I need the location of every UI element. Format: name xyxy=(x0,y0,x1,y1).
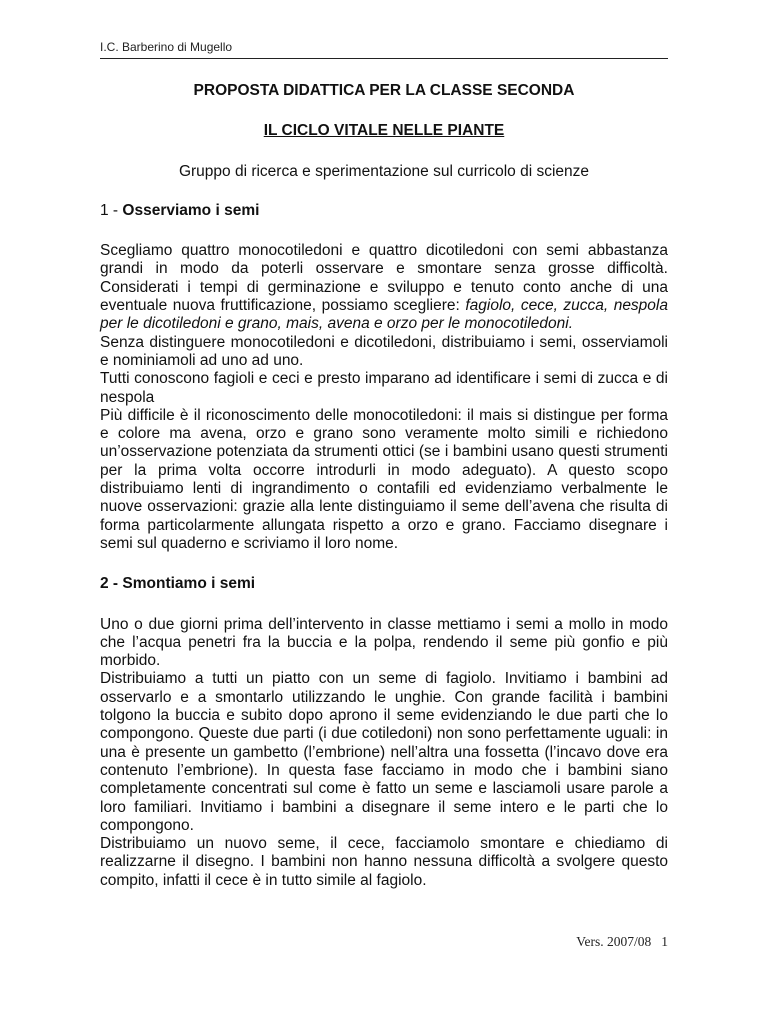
running-header: I.C. Barberino di Mugello xyxy=(100,40,233,54)
section-1-heading xyxy=(100,202,668,220)
header-rule xyxy=(100,58,668,59)
research-group-line: Gruppo di ricerca e sperimentazione sul curricolo di scienze xyxy=(178,162,590,180)
section-1-paragraph-1-text: Scegliamo quattro monocotiledoni e quattro dicotiledoni con semi abbastanza grandi in modo da poterli osservare e smontare senza grosse difficoltà. Considerati i tempi di germinazione e sviluppo e tenuto conto anche di una eventuale nuova fruttificazione, possiamo scegliere: xyxy=(100,242,668,315)
version-label: Vers. 2007/08 xyxy=(576,934,652,949)
section-1-body xyxy=(100,242,668,553)
document-body xyxy=(100,82,668,912)
page-number: 1 xyxy=(661,934,668,949)
section-1-paragraph-1 xyxy=(100,242,668,333)
page-footer xyxy=(576,934,668,950)
section-1-number: 1 - xyxy=(100,201,123,219)
section-1-paragraph-4: Più difficile è il riconoscimento delle monocotiledoni: il mais si distingue per forma e colore ma avena, orzo e grano sono veramente molto simili e richiedono un’osservazione potenziata da strumenti ottici (se i bambini usano questi strumenti per la prima volta occorre introdurli in modo adeguato). A questo scopo distribuiamo lenti di ingrandimento o contafili ed evidenziamo verbalmente le nuove osservazioni: grazie alla lente distinguiamo il seme dell’avena che risulta di forma particolarmente allungata rispetto a orzo e grano. Facciamo disegnare i semi sul quaderno e scriviamo il loro nome. xyxy=(100,406,668,552)
section-2-paragraph-2: Distribuiamo a tutti un piatto con un seme di fagiolo. Invitiamo i bambini ad osservarlo e a smontarlo utilizzando le unghie. Con grande facilità i bambini tolgono la buccia e subito dopo aprono il seme evidenziando le due parti che lo compongono. Queste due parti (i due cotiledoni) non sono perfettamente uguali: in una è presente un gambetto (l’embrione) nell’altra una fossetta (l’incavo dove era contenuto l’embrione). In questa fase facciamo in modo che i bambini siano completamente concentrati sul come è fatto un seme e lasciamoli usare parole a loro familiari. Invitiamo i bambini a disegnare il seme intero e le parti che lo compongono. xyxy=(100,670,668,834)
section-1-paragraph-3: Tutti conoscono fagioli e ceci e presto imparano ad identificare i semi di zucca e di nespola xyxy=(100,370,668,406)
document-title: PROPOSTA DIDATTICA PER LA CLASSE SECONDA xyxy=(193,82,575,99)
section-1-paragraph-2: Senza distinguere monocotiledoni e dicotiledoni, distribuiamo i semi, osserviamoli e nominiamoli ad uno ad uno. xyxy=(100,333,668,369)
section-2-heading: 2 - Smontiamo i semi xyxy=(100,575,256,593)
section-2-body xyxy=(100,616,668,890)
section-2-paragraph-3: Distribuiamo un nuovo seme, il cece, facciamolo smontare e chiediamo di realizzarne il disegno. I bambini non hanno nessuna difficoltà a svolgere questo compito, infatti il cece è in tutto simile al fagiolo. xyxy=(100,835,668,889)
section-1-title: Osserviamo i semi xyxy=(122,201,260,219)
document-subtitle: IL CICLO VITALE NELLE PIANTE xyxy=(263,122,505,140)
section-1-paragraph-1-italic: fagiolo, cece, zucca, nespola per le dicotiledoni e grano, mais, avena e orzo per le monocotiledoni. xyxy=(100,297,668,333)
section-2-paragraph-1: Uno o due giorni prima dell’intervento in classe mettiamo i semi a mollo in modo che l’acqua penetri fra la buccia e la polpa, rendendo il seme più gonfio e più morbido. xyxy=(100,615,668,670)
